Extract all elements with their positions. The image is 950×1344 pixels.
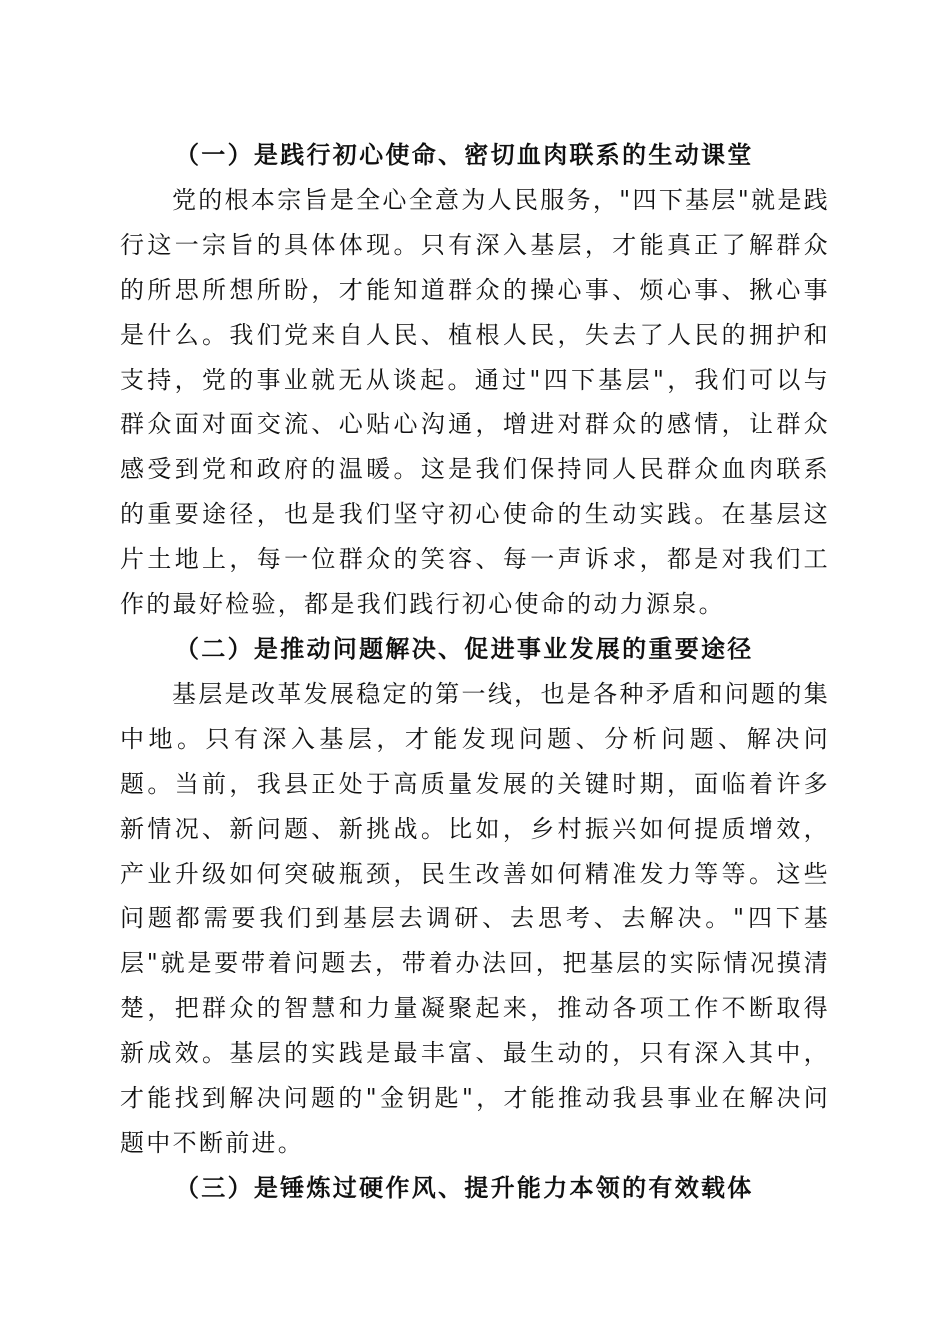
document-body [120,133,830,1211]
section-2-paragraph: 基层是改革发展稳定的第一线，也是各种矛盾和问题的集中地。只有深入基层，才能发现问题、分析问题、解决问题。当前，我县正处于高质量发展的关键时期，面临着许多新情况、新问题、新挑战。比如，乡村振兴如何提质增效，产业升级如何突破瓶颈，民生改善如何精准发力等等。这些问题都需要我们到基层去调研、去思考、去解决。"四下基层"就是要带着问题去，带着办法回，把基层的实际情况摸清楚，把群众的智慧和力量凝聚起来，推动各项工作不断取得新成效。基层的实践是最丰富、最生动的，只有深入其中，才能找到解决问题的"金钥匙"，才能推动我县事业在解决问题中不断前进。 [120,679,830,1157]
section-1-paragraph: 党的根本宗旨是全心全意为人民服务，"四下基层"就是践行这一宗旨的具体体现。只有深入基层，才能真正了解群众的所思所想所盼，才能知道群众的操心事、烦心事、揪心事是什么。我们党来自人民、植根人民，失去了人民的拥护和支持，党的事业就无从谈起。通过"四下基层"，我们可以与群众面对面交流、心贴心沟通，增进对群众的感情，让群众感受到党和政府的温暖。这是我们保持同人民群众血肉联系的重要途径，也是我们坚守初心使命的生动实践。在基层这片土地上，每一位群众的笑容、每一声诉求，都是对我们工作的最好检验，都是我们践行初心使命的动力源泉。 [120,185,830,619]
section-2-heading: （二）是推动问题解决、促进事业发展的重要途径 [175,633,754,663]
section-1-heading: （一）是践行初心使命、密切血肉联系的生动课堂 [175,140,754,169]
section-3-heading: （三）是锤炼过硬作风、提升能力本领的有效载体 [175,1172,754,1202]
